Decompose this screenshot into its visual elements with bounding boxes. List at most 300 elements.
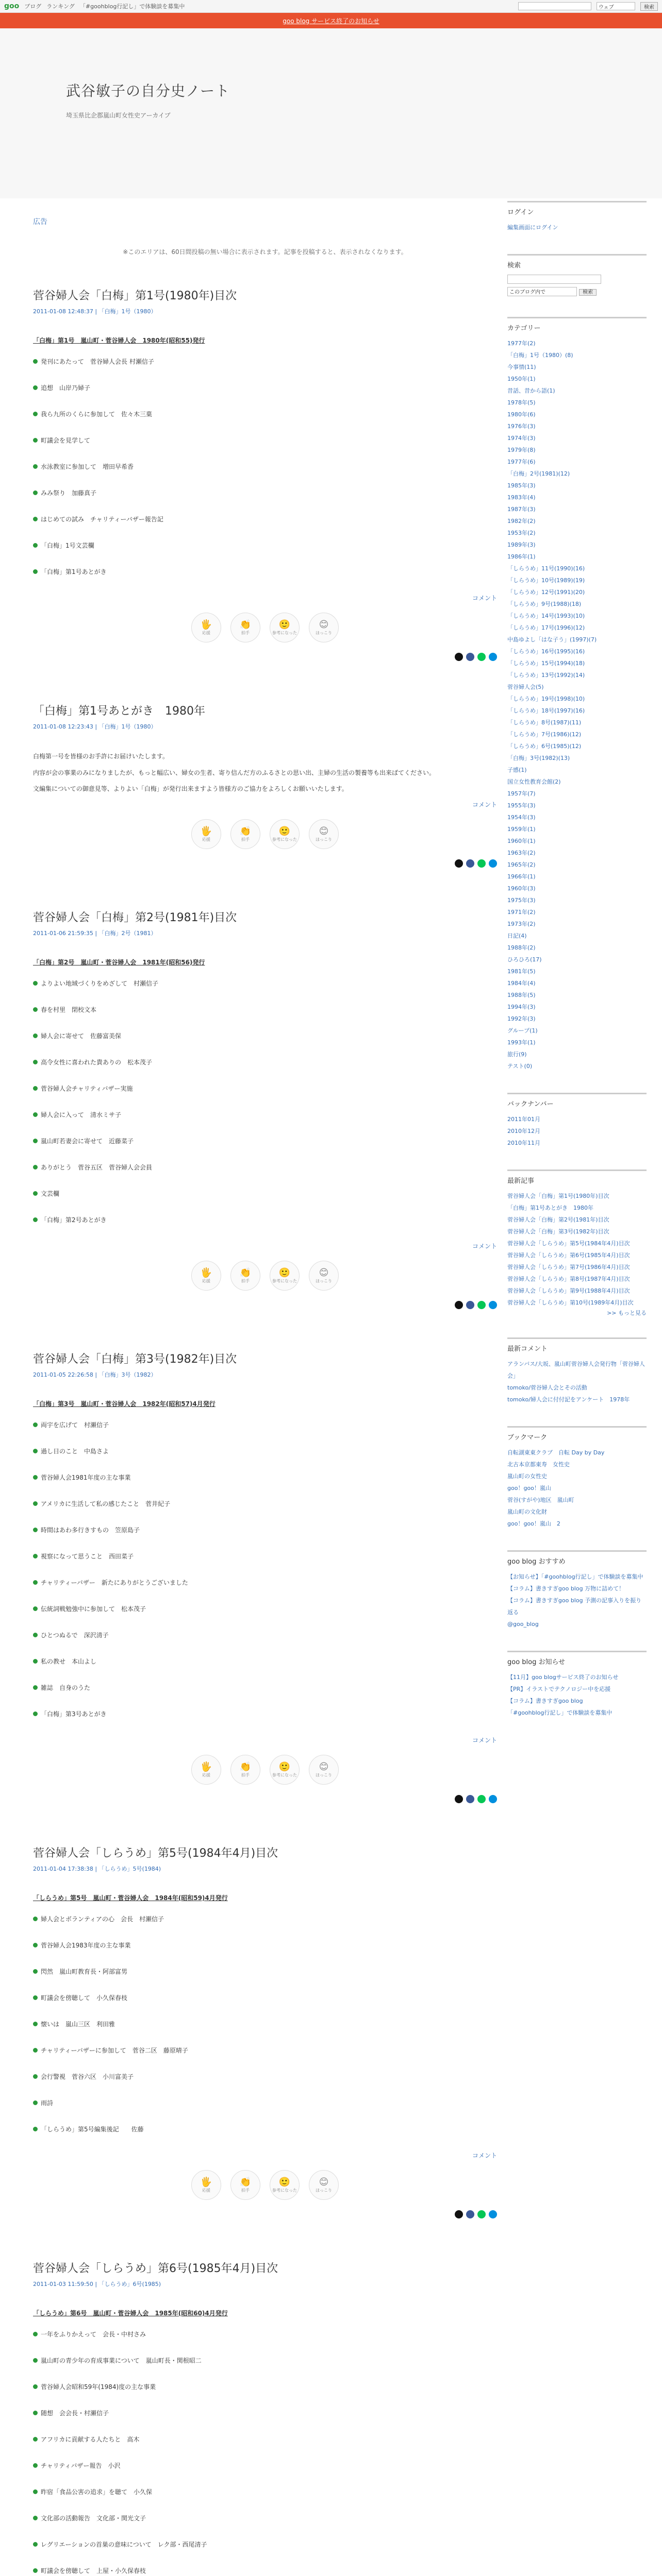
entry-title[interactable]: 菅谷婦人会「白梅」第3号(1982年)目次 [33, 1352, 237, 1366]
service-notice-link[interactable]: goo blog サービス終了のお知らせ [283, 17, 379, 25]
hatena-share-icon[interactable] [489, 859, 497, 868]
recent-item[interactable]: 菅谷婦人会「しらうめ」第8号(1987年4月)目次 [507, 1276, 630, 1282]
goo-news-item[interactable]: 「#goohblog行記し」で体験談を募集中 [507, 1709, 613, 1716]
toc-item[interactable] [33, 1499, 497, 1508]
bookmark-item[interactable]: 北古本京都東寿 女性史 [507, 1461, 570, 1468]
toc-item[interactable] [33, 541, 497, 550]
toc-item[interactable] [33, 2098, 497, 2107]
recent-item[interactable]: 菅谷婦人会「しらうめ」第9号(1988年4月)目次 [507, 1287, 630, 1294]
bullet-icon [33, 385, 38, 390]
reaction-label: 参考になった [272, 631, 297, 635]
category-item[interactable]: 1959年(1) [507, 826, 536, 833]
category-item[interactable]: 今事情(11) [507, 364, 536, 370]
reaction-button[interactable] [309, 2170, 339, 2200]
category-item[interactable]: 1983年(4) [507, 494, 536, 501]
comment-link[interactable]: コメント [472, 801, 497, 808]
toc-item-label[interactable]: 過し日のこと 中島さよ [41, 1447, 109, 1455]
toc-item-label[interactable]: 「白梅」1号文芸欄 [41, 542, 94, 549]
facebook-share-icon[interactable] [466, 1795, 474, 1803]
goo-reco-item[interactable]: 【コラム】書きすぎgoo blog 予測の記事入りを振り返る [507, 1597, 642, 1616]
line-share-icon[interactable] [477, 859, 486, 868]
category-item[interactable]: 1957年(7) [507, 790, 536, 797]
share-bar [33, 859, 497, 868]
category-item[interactable]: 1994年(3) [507, 1004, 536, 1010]
category-item[interactable]: 旅行(9) [507, 1051, 527, 1058]
category-item[interactable]: 子感(1) [507, 767, 527, 773]
hatena-share-icon[interactable] [489, 1795, 497, 1803]
toc-item-label[interactable]: 婦人会とボランティアの心 会長 村瀬信子 [41, 1915, 164, 1923]
bookmark-item[interactable]: 自転湖東東クラブ 自転 Day by Day [507, 1449, 605, 1456]
entry-meta[interactable]: 2011-01-03 11:59:50 | 「しらうめ」6号(1985) [33, 2280, 161, 2287]
bullet-icon [33, 1139, 38, 1143]
bullet-icon [33, 1685, 38, 1690]
category-item[interactable]: 1989年(3) [507, 541, 536, 548]
entry-title[interactable]: 菅谷婦人会「しらうめ」第5号(1984年4月)目次 [33, 1846, 278, 1860]
entry-body [33, 1399, 497, 1718]
category-item[interactable]: ひろひろ(17) [507, 956, 542, 963]
toc-item[interactable] [33, 1084, 497, 1093]
category-item[interactable]: 「しらうめ」10号(1989)(19) [507, 577, 585, 584]
comment-link[interactable]: コメント [472, 1736, 497, 1744]
category-item[interactable]: 「しらうめ」17号(1996)(12) [507, 624, 585, 631]
toc-item[interactable] [33, 1631, 497, 1639]
goo-logo[interactable]: goo [4, 2, 20, 10]
category-item[interactable]: 1987年(3) [507, 506, 536, 513]
toc-item-label[interactable]: 「白梅」第1号あとがき [41, 568, 107, 575]
toc-item-label[interactable]: 水泳教室に参加して 増田早希香 [41, 463, 134, 470]
category-item[interactable]: 日記(4) [507, 933, 527, 939]
category-item[interactable]: 1985年(3) [507, 482, 536, 489]
category-item[interactable]: 中島ゆよし「はな子う」(1997)(7) [507, 636, 597, 643]
toc-item-label[interactable]: 婦人会に入って 清水ミサ子 [41, 1111, 122, 1118]
backnumber-list [507, 1113, 647, 1149]
category-item[interactable]: 「しらうめ」13号(1992)(14) [507, 672, 585, 679]
comment-item[interactable]: tomoko/婦人会に付付記をアンケート 1978年 [507, 1396, 630, 1403]
toc-item-label[interactable]: はじめての試み チャリティーバザー報告記 [41, 516, 163, 523]
toc-item[interactable] [33, 1058, 497, 1066]
reaction-label: 拍手 [241, 837, 250, 842]
reaction-button[interactable] [230, 1261, 260, 1291]
toc-item[interactable] [33, 2330, 497, 2338]
toc-item-label[interactable]: アフリカに貢献する人たちと 高木 [41, 2435, 140, 2443]
category-item[interactable]: 1966年(1) [507, 873, 536, 880]
toc-item[interactable] [33, 1473, 497, 1482]
toc-item[interactable] [33, 1657, 497, 1666]
recent-item[interactable]: 菅谷婦人会「白梅」第2号(1981年)目次 [507, 1216, 609, 1223]
toc-item-label[interactable]: 菅谷婦人会チャリティバザー実施 [41, 1084, 133, 1092]
toc-item[interactable] [33, 2461, 497, 2470]
toc-item[interactable] [33, 1005, 497, 1014]
category-item[interactable]: 1979年(8) [507, 447, 536, 453]
toc-item-label[interactable]: 菅谷婦人会昭和59年(1984)度の主な事業 [41, 2383, 156, 2391]
top-search-input[interactable] [518, 2, 591, 10]
toc-item[interactable] [33, 1914, 497, 1923]
toc-item-label[interactable]: 視察になって思うこと 西田菜子 [41, 1552, 134, 1560]
toc-item-label[interactable]: チャリティーバザーに参加して 菅谷二区 藤原晴子 [41, 2046, 188, 2054]
toc-item[interactable] [33, 1967, 497, 1976]
toc-item[interactable] [33, 2046, 497, 2055]
recent-item[interactable]: 菅谷婦人会「白梅」第1号(1980年)目次 [507, 1193, 609, 1199]
toc-item[interactable] [33, 410, 497, 418]
toc-item[interactable] [33, 1189, 497, 1198]
toc-item-label[interactable]: 高令女性に喜われた貴ありの 松本茂子 [41, 1058, 153, 1066]
category-item[interactable]: 「白梅」3号(1982)(13) [507, 755, 570, 761]
toc-item[interactable] [33, 1137, 497, 1145]
toc-item[interactable] [33, 2435, 497, 2444]
toc-item[interactable] [33, 1420, 497, 1429]
toc-item[interactable] [33, 1683, 497, 1692]
category-item[interactable]: 「しらうめ」15号(1994)(18) [507, 660, 585, 667]
comment-link[interactable]: コメント [472, 1242, 497, 1250]
category-item[interactable]: 「白梅」2号(1981)(12) [507, 470, 570, 477]
category-item[interactable]: 1986年(1) [507, 553, 536, 560]
toc-item-label[interactable]: 町議会を傍聴して 小久保春枝 [41, 1994, 128, 2002]
toc-item-label[interactable]: 「白梅」第2号あとがき [41, 1216, 107, 1224]
goo-reco-item[interactable]: 【コラム】書きすぎgoo blog 万物に詰めて！ [507, 1585, 625, 1592]
toc-item-label[interactable]: 文化部の活動報告 文化部・関光文子 [41, 2514, 146, 2522]
category-item[interactable]: 1992年(3) [507, 1015, 536, 1022]
category-item[interactable]: 「しらうめ」12号(1991)(20) [507, 589, 585, 596]
reaction-label: 応援 [202, 1772, 210, 1777]
recent-item[interactable]: 菅谷婦人会「しらうめ」第5号(1984年4月)目次 [507, 1240, 630, 1247]
toc-item-label[interactable]: 嵐山町若妻会に寄せて 近藤菜子 [41, 1137, 134, 1145]
backnumber-item[interactable]: 2011年01月 [507, 1116, 540, 1123]
entry [33, 2260, 497, 2576]
toc-item[interactable] [33, 1604, 497, 1613]
goo-news-item[interactable]: 【コラム】書きすぎgoo blog [507, 1698, 583, 1704]
category-item[interactable]: 菅谷婦人会(5) [507, 684, 544, 690]
reaction-button[interactable] [191, 1261, 221, 1291]
bullet-icon [33, 438, 38, 443]
bullet-icon [33, 1191, 38, 1196]
toc-item-label[interactable]: 文芸欄 [41, 1190, 60, 1197]
category-item[interactable]: 1960年(3) [507, 885, 536, 892]
toc-item-label[interactable]: レグリエーションの首巣の意味について レク部・西尾清子 [41, 2540, 207, 2548]
comment-link[interactable]: コメント [472, 2151, 497, 2159]
sidebar-search-button[interactable]: 検索 [579, 289, 597, 296]
service-notice-bar[interactable] [0, 13, 662, 28]
line-share-icon[interactable] [477, 653, 486, 661]
bookmark-item[interactable]: goo！goo！嵐山 [507, 1485, 551, 1492]
category-item[interactable]: 1974年(3) [507, 435, 536, 442]
top-search-button[interactable]: 検索 [640, 2, 658, 11]
toc-item-label[interactable]: 「白梅」第3号あとがき [41, 1710, 107, 1718]
toc-item[interactable] [33, 1709, 497, 1718]
toc-item[interactable] [33, 2382, 497, 2391]
reaction-button[interactable] [270, 2170, 300, 2200]
reaction-label: ほっこり [316, 1772, 332, 1777]
entry-paragraph: 文編集についての御意見等、よりよい「白梅」が発行出来ますよう皆様方のご協力をよろしくお願いいたします。 [33, 785, 348, 793]
toc-item-label[interactable]: 閃然 嵐山町教育長・阿部富男 [41, 1968, 128, 1975]
toc-item[interactable] [33, 2514, 497, 2522]
recent-item[interactable]: 菅谷婦人会「しらうめ」第6号(1985年4月)目次 [507, 1252, 630, 1259]
reaction-button[interactable] [270, 613, 300, 642]
reaction-bar [33, 1755, 497, 1785]
toc-item-label[interactable]: アメリカに生活して私の感じたこと 菅井紀子 [41, 1500, 171, 1507]
toc-item-label[interactable]: 菅谷婦人会1981年度の主な事業 [41, 1473, 131, 1481]
nav-campaign[interactable]: 「#goohblog行記し」で体験談を募集中 [79, 3, 185, 10]
hatena-share-icon[interactable] [489, 2210, 497, 2218]
recent-item[interactable]: 菅谷婦人会「しらうめ」第10号(1989年4月)目次 [507, 1299, 634, 1306]
bookmark-item[interactable]: 嵐山町の文化財 [507, 1509, 547, 1515]
category-item[interactable]: 1960年(1) [507, 838, 536, 844]
toc-item-label[interactable]: 「しらうめ」第5号編集後記 佐藤 [41, 2125, 144, 2133]
hatena-share-icon[interactable] [489, 1301, 497, 1309]
toc-item-label[interactable]: 時間はあわ多行きすもの 笠原島子 [41, 1526, 140, 1534]
bullet-icon [33, 1165, 38, 1170]
bullet-icon [33, 2127, 38, 2131]
toc-item-label[interactable]: 婦人会に寄せて 佐藤富美保 [41, 1032, 122, 1040]
toc-item-label[interactable]: 嵐山町の青少年の育成事業について 嵐山町長・関根昭二 [41, 2357, 202, 2364]
category-item[interactable]: 1993年(1) [507, 1039, 536, 1046]
goo-news-item[interactable]: 【PR】イラストでテクノロジー中を応援 [507, 1686, 611, 1692]
toc-item[interactable] [33, 515, 497, 523]
x-share-icon[interactable] [455, 1301, 463, 1309]
facebook-share-icon[interactable] [466, 1301, 474, 1309]
x-share-icon[interactable] [455, 1795, 463, 1803]
toc-item[interactable] [33, 1447, 497, 1455]
toc-item-label[interactable]: 我ら九所のくらに参加して 佐々木三菓 [41, 411, 153, 418]
entry-meta[interactable]: 2011-01-08 12:48:37 | 「白梅」1号（1980） [33, 308, 157, 315]
entry-body [33, 751, 497, 795]
reaction-button[interactable] [230, 1755, 260, 1785]
category-item[interactable]: 1982年(2) [507, 518, 536, 524]
toc-item-label[interactable]: 追想 山岸乃婦子 [41, 384, 91, 392]
toc-item-label[interactable]: 雨詩 [41, 2099, 54, 2107]
line-share-icon[interactable] [477, 1301, 486, 1309]
category-item[interactable]: 1978年(5) [507, 399, 536, 406]
toc-item-label[interactable]: 両宇を広げて 村瀬信子 [41, 1421, 109, 1429]
toc-item[interactable] [33, 2409, 497, 2417]
reaction-button[interactable] [270, 819, 300, 849]
reaction-button[interactable] [191, 1755, 221, 1785]
category-list [507, 337, 647, 1072]
category-item[interactable]: 1988年(5) [507, 992, 536, 998]
reaction-icon: 😊 [319, 1761, 329, 1772]
goo-reco-list [507, 1571, 647, 1630]
blog-title[interactable]: 武谷敏子の自分史ノート [66, 82, 230, 99]
toc-item-label[interactable]: ありがとう 菅谷五区 菅谷婦人会会員 [41, 1163, 153, 1171]
goo-reco-item[interactable]: @goo_blog [507, 1621, 539, 1628]
bullet-icon [33, 1528, 38, 1532]
toc-item-label[interactable]: 菅谷婦人会1983年度の主な事業 [41, 1941, 131, 1949]
category-item[interactable]: 1976年(3) [507, 423, 536, 430]
toc-item[interactable] [33, 2356, 497, 2365]
toc-item-label[interactable]: みみ祭り 加藤真子 [41, 489, 97, 497]
reaction-label: 拍手 [241, 1772, 250, 1777]
category-item[interactable]: 1977年(6) [507, 459, 536, 465]
recent-item[interactable]: 菅谷婦人会「しらうめ」第7号(1986年4月)目次 [507, 1264, 630, 1270]
bookmark-item[interactable]: 菅谷(すがや)地区 嵐山町 [507, 1497, 574, 1503]
category-item[interactable]: 1980年(6) [507, 411, 536, 418]
search-scope-select[interactable]: ウェブ [597, 2, 635, 10]
login-link[interactable]: 編集画面にログイン [507, 224, 558, 231]
entry-title[interactable]: 菅谷婦人会「白梅」第2号(1981年)目次 [33, 911, 237, 924]
facebook-share-icon[interactable] [466, 2210, 474, 2218]
reaction-button[interactable] [309, 613, 339, 642]
category-item[interactable]: 1954年(3) [507, 814, 536, 821]
category-item[interactable]: 「しらうめ」8号(1987)(11) [507, 719, 582, 726]
comment-link[interactable]: コメント [472, 595, 497, 602]
category-item[interactable]: 「しらうめ」14号(1993)(10) [507, 613, 585, 619]
toc-item[interactable] [33, 357, 497, 366]
line-share-icon[interactable] [477, 1795, 486, 1803]
entry-title[interactable]: 「白梅」第1号あとがき 1980年 [33, 705, 205, 718]
toc-item[interactable] [33, 1110, 497, 1119]
category-item[interactable]: テスト(0) [507, 1063, 533, 1070]
reaction-button[interactable] [191, 613, 221, 642]
facebook-share-icon[interactable] [466, 859, 474, 868]
goo-news-item[interactable]: 【11月】goo blogサービス終了のお知らせ [507, 1674, 619, 1681]
entry-paragraph: 内容が会の事業のみになりましたが、もっと幅広い、婦女の生者、寄り信んだ方のふるさとの思い出、主婦の生活の製養等も出来ばてください。 [33, 769, 436, 776]
toc-item-label[interactable]: ひとつぬるで 深沢清子 [41, 1631, 109, 1639]
reaction-button[interactable] [270, 1755, 300, 1785]
entry-meta[interactable]: 2011-01-08 12:23:43 | 「白梅」1号（1980） [33, 723, 157, 730]
reaction-icon: 🖐 [200, 1267, 212, 1278]
toc-item-label[interactable]: 発刊にあたって 菅谷婦人会長 村瀬信子 [41, 358, 154, 365]
toc-item[interactable] [33, 1993, 497, 2002]
toc-item[interactable] [33, 2020, 497, 2028]
x-share-icon[interactable] [455, 859, 463, 868]
category-item[interactable]: 1973年(2) [507, 921, 536, 927]
recent-more-link[interactable]: >> もっと見る [607, 1310, 647, 1316]
goo-reco-title: goo blog おすすめ [507, 1558, 566, 1566]
hatena-share-icon[interactable] [489, 653, 497, 661]
toc-item-label[interactable]: 雑誌 自身のうた [41, 1684, 91, 1691]
reaction-button[interactable] [309, 1261, 339, 1291]
category-item[interactable]: 1971年(2) [507, 909, 536, 916]
category-item[interactable]: 「しらうめ」11号(1990)(16) [507, 565, 585, 572]
toc-item[interactable] [33, 1578, 497, 1587]
toc-item[interactable] [33, 2125, 497, 2133]
toc-item-label[interactable]: 町議会を傍聴して 上屋・小久保春枝 [41, 2567, 146, 2574]
line-share-icon[interactable] [477, 2210, 486, 2218]
reaction-button[interactable] [230, 613, 260, 642]
category-item[interactable]: 「白梅」1号（1980）(8) [507, 352, 573, 359]
reaction-button[interactable] [191, 819, 221, 849]
category-item[interactable]: 昔話、昔から語(1) [507, 387, 555, 394]
sidebar-search-scope[interactable]: このブログ内で [507, 287, 577, 296]
category-item[interactable]: 「しらうめ」19号(1998)(10) [507, 696, 585, 702]
comment-item[interactable]: アランバス/大坂、嵐山町菅谷婦人会発行物「菅谷婦人会」 [507, 1361, 645, 1379]
category-item[interactable]: 「しらうめ」16号(1995)(16) [507, 648, 585, 655]
toc-item[interactable] [33, 1552, 497, 1561]
entry-title[interactable]: 菅谷婦人会「しらうめ」第6号(1985年4月)目次 [33, 2262, 278, 2275]
toc-item-label[interactable]: チャリティバザー報告 小沢 [41, 2462, 121, 2469]
toc-item[interactable] [33, 2566, 497, 2575]
toc-item[interactable] [33, 2487, 497, 2496]
toc-item[interactable] [33, 383, 497, 392]
reaction-icon: 🙂 [278, 619, 291, 630]
toc-item[interactable] [33, 488, 497, 497]
category-item[interactable]: 1975年(3) [507, 897, 536, 904]
category-item[interactable]: 1955年(3) [507, 802, 536, 809]
entry-meta[interactable]: 2011-01-05 22:26:58 | 「白梅」3号（1982） [33, 1371, 157, 1378]
comment-item[interactable]: tomoko/菅谷婦人会とその活動 [507, 1384, 587, 1391]
backnumber-item[interactable]: 2010年11月 [507, 1140, 540, 1146]
recent-item[interactable]: 菅谷婦人会「白梅」第3号(1982年)目次 [507, 1228, 609, 1235]
search-title: 検索 [507, 262, 521, 269]
toc-item-label[interactable]: 昨宿「食品公害の追求」を聴て 小久保 [41, 2488, 153, 2496]
reaction-label: ほっこり [316, 1278, 332, 1283]
category-item[interactable]: 1963年(2) [507, 850, 536, 856]
toc-item[interactable] [33, 1215, 497, 1224]
toc-item[interactable] [33, 462, 497, 471]
facebook-share-icon[interactable] [466, 653, 474, 661]
toc-item[interactable] [33, 979, 497, 988]
toc-item-label[interactable]: 一年をふりかえって 会長・中村さみ [41, 2330, 146, 2338]
toc-item-label[interactable]: 随想 会会長・村瀬信子 [41, 2409, 109, 2417]
toc-item-label[interactable]: 春を村里 閉校文本 [41, 1006, 97, 1013]
category-item[interactable]: 「しらうめ」9号(1988)(18) [507, 601, 582, 607]
category-item[interactable]: 「しらうめ」7号(1986)(12) [507, 731, 582, 738]
x-share-icon[interactable] [455, 2210, 463, 2218]
category-item[interactable]: 1965年(2) [507, 861, 536, 868]
share-bar [33, 1301, 497, 1309]
reaction-button[interactable] [191, 2170, 221, 2200]
toc-item-label[interactable]: 会行警視 菅谷六区 小川富美子 [41, 2073, 134, 2080]
toc-item-label[interactable]: チャリティーバザー 新たにありがとうございました [41, 1579, 188, 1586]
nav-ranking[interactable]: ランキング [46, 3, 75, 10]
entry-meta[interactable]: 2011-01-06 21:59:35 | 「白梅」2号（1981） [33, 929, 157, 937]
entry-title[interactable]: 菅谷婦人会「白梅」第1号(1980年)目次 [33, 290, 237, 302]
goo-news-box [507, 1651, 647, 1719]
sidebar-search-input[interactable] [507, 275, 601, 284]
toc-item[interactable] [33, 2072, 497, 2081]
goo-reco-item[interactable]: 【お知らせ】「#goohblog行記し」で体験談を募集中 [507, 1573, 643, 1580]
category-item[interactable]: 1984年(4) [507, 980, 536, 987]
reaction-button[interactable] [230, 819, 260, 849]
reaction-button[interactable] [309, 819, 339, 849]
toc-item[interactable] [33, 1163, 497, 1172]
reaction-button[interactable] [270, 1261, 300, 1291]
recent-item[interactable]: 「白梅」第1号あとがき 1980年 [507, 1205, 593, 1211]
category-item[interactable]: 1977年(2) [507, 340, 536, 347]
category-item[interactable]: 「しらうめ」18号(1997)(16) [507, 707, 585, 714]
bookmark-item[interactable]: goo！goo！嵐山 2 [507, 1520, 560, 1527]
toc-item-label[interactable]: よりよい地域づくりをめざして 村瀬信子 [41, 979, 159, 987]
toc-item[interactable] [33, 567, 497, 576]
toc-item-label[interactable]: 私の教せ 本山よし [41, 1657, 97, 1665]
bookmark-list [507, 1447, 647, 1530]
entry-meta[interactable]: 2011-01-04 17:38:38 | 「しらうめ」5号(1984) [33, 1865, 161, 1872]
category-item[interactable]: 1953年(2) [507, 530, 536, 536]
reaction-button[interactable] [309, 1755, 339, 1785]
reaction-button[interactable] [230, 2170, 260, 2200]
nav-blog[interactable]: ブログ [24, 3, 42, 10]
toc-item-label[interactable]: 町議会を見学して [41, 437, 91, 444]
toc-item[interactable] [33, 436, 497, 445]
toc-item-label[interactable]: 伝統詞戦勉強中に参加して 松本茂子 [41, 1605, 146, 1613]
backnumber-item[interactable]: 2010年12月 [507, 1128, 540, 1134]
toc-item-label[interactable]: 懐いは 嵐山三区 利田雅 [41, 2020, 115, 2028]
bookmark-item[interactable]: 嵐山町の女性史 [507, 1473, 547, 1480]
category-item[interactable]: 「しらうめ」6号(1985)(12) [507, 743, 582, 750]
category-item[interactable]: 1981年(5) [507, 968, 536, 975]
toc-item[interactable] [33, 1031, 497, 1040]
bullet-icon [33, 1217, 38, 1222]
category-item[interactable]: グループ(1) [507, 1027, 538, 1034]
ad-note: ※このエリアは、60日間投稿の無い場合に表示されます。記事を投稿すると、表示されなくなります。 [123, 248, 407, 256]
toc-item[interactable] [33, 1526, 497, 1534]
category-item[interactable]: 1950年(1) [507, 376, 536, 382]
x-share-icon[interactable] [455, 653, 463, 661]
category-item[interactable]: 1988年(2) [507, 944, 536, 951]
reaction-label: ほっこり [316, 631, 332, 635]
toc-item[interactable] [33, 1941, 497, 1950]
toc-item[interactable] [33, 2540, 497, 2549]
category-item[interactable]: 国立女性教育会館(2) [507, 778, 561, 785]
